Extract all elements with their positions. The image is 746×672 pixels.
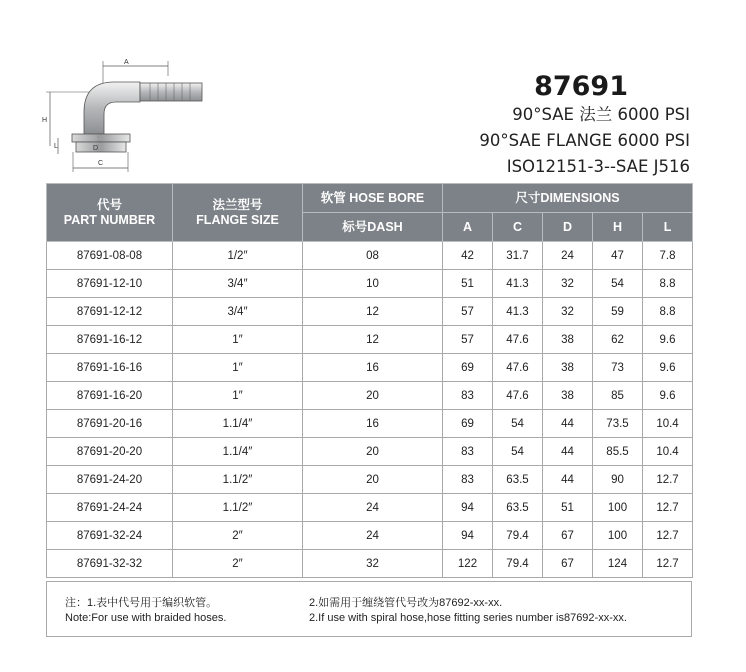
cell-dim-d: 44	[543, 466, 593, 494]
table-row	[47, 298, 693, 326]
cell-dim-d: 38	[543, 326, 593, 354]
cell-dim-l: 12.7	[643, 494, 693, 522]
spec-table-body	[47, 242, 693, 578]
header-dimensions: 尺寸DIMENSIONS	[443, 184, 693, 213]
cell-flange-size: 1.1/2″	[173, 466, 303, 494]
cell-dim-l: 9.6	[643, 326, 693, 354]
model-number: 87691	[534, 71, 628, 102]
cell-dim-d: 38	[543, 354, 593, 382]
cell-dim-c: 79.4	[493, 522, 543, 550]
cell-dim-d: 24	[543, 242, 593, 270]
table-row	[47, 354, 693, 382]
cell-dash: 16	[303, 410, 443, 438]
header-flange-cn: 法兰型号	[212, 197, 263, 212]
header-part-cn: 代号	[96, 197, 122, 212]
title-block	[390, 72, 690, 180]
cell-part-number: 87691-20-16	[47, 410, 173, 438]
cell-dim-c: 54	[493, 410, 543, 438]
header-dim-l: L	[643, 213, 693, 242]
cell-dash: 20	[303, 438, 443, 466]
cell-part-number: 87691-24-20	[47, 466, 173, 494]
cell-dim-a: 69	[443, 410, 493, 438]
cell-dim-d: 67	[543, 522, 593, 550]
note2-cn: 2.如需用于缠绕管代号改为87692-xx-xx.	[309, 597, 503, 609]
note2-en: 2.If use with spiral hose,hose fitting series number is87692-xx-xx.	[309, 612, 627, 624]
cell-flange-size: 1.1/4″	[173, 438, 303, 466]
table-row	[47, 494, 693, 522]
table-row	[47, 242, 693, 270]
cell-dim-d: 67	[543, 550, 593, 578]
subtitle-cn: 90°SAE 法兰 6000 PSI	[512, 105, 690, 124]
cell-dim-h: 85	[593, 382, 643, 410]
cell-dim-h: 47	[593, 242, 643, 270]
cell-dim-c: 63.5	[493, 494, 543, 522]
cell-dim-a: 83	[443, 382, 493, 410]
cell-part-number: 87691-12-10	[47, 270, 173, 298]
cell-part-number: 87691-16-12	[47, 326, 173, 354]
cell-dash: 20	[303, 466, 443, 494]
cell-dim-c: 47.6	[493, 354, 543, 382]
cell-dim-h: 85.5	[593, 438, 643, 466]
fitting-drawing	[40, 52, 210, 182]
cell-dash: 24	[303, 494, 443, 522]
cell-dim-h: 100	[593, 494, 643, 522]
table-row	[47, 410, 693, 438]
cell-dim-l: 9.6	[643, 354, 693, 382]
notes-box	[46, 581, 692, 637]
header-dim-h: H	[593, 213, 643, 242]
cell-dim-h: 124	[593, 550, 643, 578]
drawing-label-a: A	[124, 59, 129, 66]
cell-dim-d: 51	[543, 494, 593, 522]
drawing-label-l: L	[54, 143, 58, 150]
cell-dash: 12	[303, 326, 443, 354]
table-row	[47, 522, 693, 550]
cell-flange-size: 1.1/2″	[173, 494, 303, 522]
cell-dim-l: 7.8	[643, 242, 693, 270]
drawing-label-d: D	[93, 145, 99, 152]
table-row	[47, 438, 693, 466]
cell-dim-h: 73	[593, 354, 643, 382]
note-left	[65, 596, 226, 626]
header-part-number	[47, 184, 173, 242]
cell-dim-d: 44	[543, 410, 593, 438]
table-row	[47, 550, 693, 578]
cell-part-number: 87691-08-08	[47, 242, 173, 270]
cell-dash: 32	[303, 550, 443, 578]
cell-dim-h: 54	[593, 270, 643, 298]
cell-dim-d: 32	[543, 298, 593, 326]
drawing-label-h: H	[42, 117, 48, 124]
cell-dim-a: 57	[443, 326, 493, 354]
cell-dim-c: 41.3	[493, 298, 543, 326]
header-dim-d: D	[543, 213, 593, 242]
cell-dim-l: 12.7	[643, 550, 693, 578]
cell-flange-size: 1″	[173, 354, 303, 382]
cell-dim-h: 59	[593, 298, 643, 326]
cell-flange-size: 1.1/4″	[173, 410, 303, 438]
header-hose-bore: 软管 HOSE BORE	[303, 184, 443, 213]
cell-dim-l: 8.8	[643, 298, 693, 326]
cell-dim-c: 31.7	[493, 242, 543, 270]
cell-dim-d: 32	[543, 270, 593, 298]
cell-part-number: 87691-20-20	[47, 438, 173, 466]
cell-dim-a: 83	[443, 466, 493, 494]
cell-dash: 12	[303, 298, 443, 326]
cell-part-number: 87691-24-24	[47, 494, 173, 522]
cell-dim-l: 10.4	[643, 438, 693, 466]
standard: ISO12151-3--SAE J516	[506, 157, 690, 176]
cell-dim-a: 94	[443, 522, 493, 550]
cell-part-number: 87691-32-32	[47, 550, 173, 578]
cell-dim-l: 8.8	[643, 270, 693, 298]
spec-table	[46, 183, 693, 578]
cell-dim-c: 41.3	[493, 270, 543, 298]
cell-part-number: 87691-32-24	[47, 522, 173, 550]
cell-flange-size: 3/4″	[173, 270, 303, 298]
cell-dim-c: 47.6	[493, 382, 543, 410]
table-row	[47, 326, 693, 354]
cell-dim-l: 10.4	[643, 410, 693, 438]
cell-dash: 08	[303, 242, 443, 270]
cell-dim-a: 51	[443, 270, 493, 298]
cell-dash: 24	[303, 522, 443, 550]
cell-dim-a: 69	[443, 354, 493, 382]
subtitle-en: 90°SAE FLANGE 6000 PSI	[479, 131, 690, 150]
cell-flange-size: 1″	[173, 382, 303, 410]
cell-dim-h: 100	[593, 522, 643, 550]
cell-dim-a: 57	[443, 298, 493, 326]
cell-flange-size: 3/4″	[173, 298, 303, 326]
header-flange-size	[173, 184, 303, 242]
cell-part-number: 87691-12-12	[47, 298, 173, 326]
cell-dim-c: 79.4	[493, 550, 543, 578]
cell-dim-h: 90	[593, 466, 643, 494]
header-flange-en: FLANGE SIZE	[196, 212, 279, 227]
header-dim-c: C	[493, 213, 543, 242]
drawing-label-c: C	[98, 160, 104, 167]
cell-dash: 20	[303, 382, 443, 410]
cell-dim-a: 94	[443, 494, 493, 522]
note1-cn: 注：1.表中代号用于编织软管。	[65, 597, 218, 609]
table-row	[47, 466, 693, 494]
cell-dim-l: 9.6	[643, 382, 693, 410]
table-row	[47, 382, 693, 410]
cell-flange-size: 1″	[173, 326, 303, 354]
cell-part-number: 87691-16-16	[47, 354, 173, 382]
cell-dim-d: 38	[543, 382, 593, 410]
cell-flange-size: 2″	[173, 522, 303, 550]
cell-dim-h: 73.5	[593, 410, 643, 438]
note-right	[309, 596, 627, 626]
cell-dim-c: 47.6	[493, 326, 543, 354]
cell-part-number: 87691-16-20	[47, 382, 173, 410]
cell-dim-a: 83	[443, 438, 493, 466]
cell-dim-h: 62	[593, 326, 643, 354]
header-dash: 标号DASH	[303, 213, 443, 242]
cell-dim-a: 122	[443, 550, 493, 578]
cell-dash: 16	[303, 354, 443, 382]
cell-flange-size: 1/2″	[173, 242, 303, 270]
note1-en: Note:For use with braided hoses.	[65, 612, 227, 624]
cell-dash: 10	[303, 270, 443, 298]
cell-dim-l: 12.7	[643, 466, 693, 494]
cell-dim-d: 44	[543, 438, 593, 466]
table-row	[47, 270, 693, 298]
cell-dim-c: 63.5	[493, 466, 543, 494]
cell-dim-a: 42	[443, 242, 493, 270]
cell-dim-l: 12.7	[643, 522, 693, 550]
header-dim-a: A	[443, 213, 493, 242]
header-part-en: PART NUMBER	[63, 212, 156, 227]
cell-flange-size: 2″	[173, 550, 303, 578]
cell-dim-c: 54	[493, 438, 543, 466]
